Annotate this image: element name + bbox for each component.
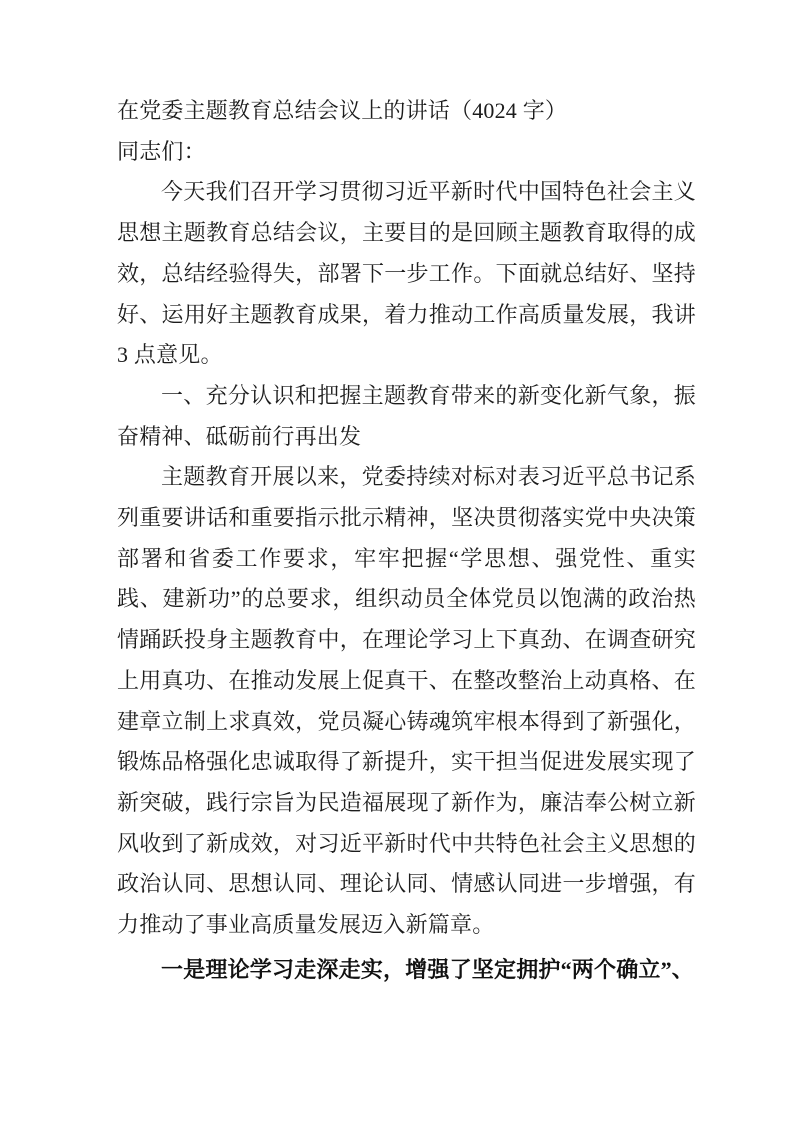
paragraph-opening: 今天我们召开学习贯彻习近平新时代中国特色社会主义思想主题教育总结会议，主要目的是回顾主题教育取得的成效，总结经验得失，部署下一步工作。下面就总结好、坚持好、运用好主题教育成果，着力推动工作高质量发展，我讲 3 点意见。 [117, 179, 696, 368]
section-heading-1: 一、充分认识和把握主题教育带来的新变化新气象，振奋精神、砥砺前行再出发 [117, 382, 696, 449]
paragraph-body: 主题教育开展以来，党委持续对标对表习近平总书记系列重要讲话和重要指示批示精神，坚决贯彻落实党中央决策部署和省委工作要求，牢牢把握“学思想、强党性、重实践、建新功”的总要求，组织动员全体党员以饱满的政治热情踊跃投身主题教育中，在理论学习上下真劲、在调查研究上用真功、在推动发展上促真干、在整改整治上动真格、在建章立制上求真效，党员凝心铸魂筑牢根本得到了新强化，锻炼品格强化忠诚取得了新提升，实干担当促进发展实现了新突破，践行宗旨为民造福展现了新作为，廉洁奉公树立新风收到了新成效，对习近平新时代中共特色社会主义思想的政治认同、思想认同、理论认同、情感认同进一步增强，有力推动了事业高质量发展迈入新篇章。 [117, 464, 696, 938]
paragraph-bold-subheading: 一是理论学习走深走实，增强了坚定拥护“两个确立”、 [161, 956, 695, 982]
document-title: 在党委主题教育总结会议上的讲话（4024 字） [117, 98, 568, 123]
salutation: 同志们： [117, 138, 206, 164]
